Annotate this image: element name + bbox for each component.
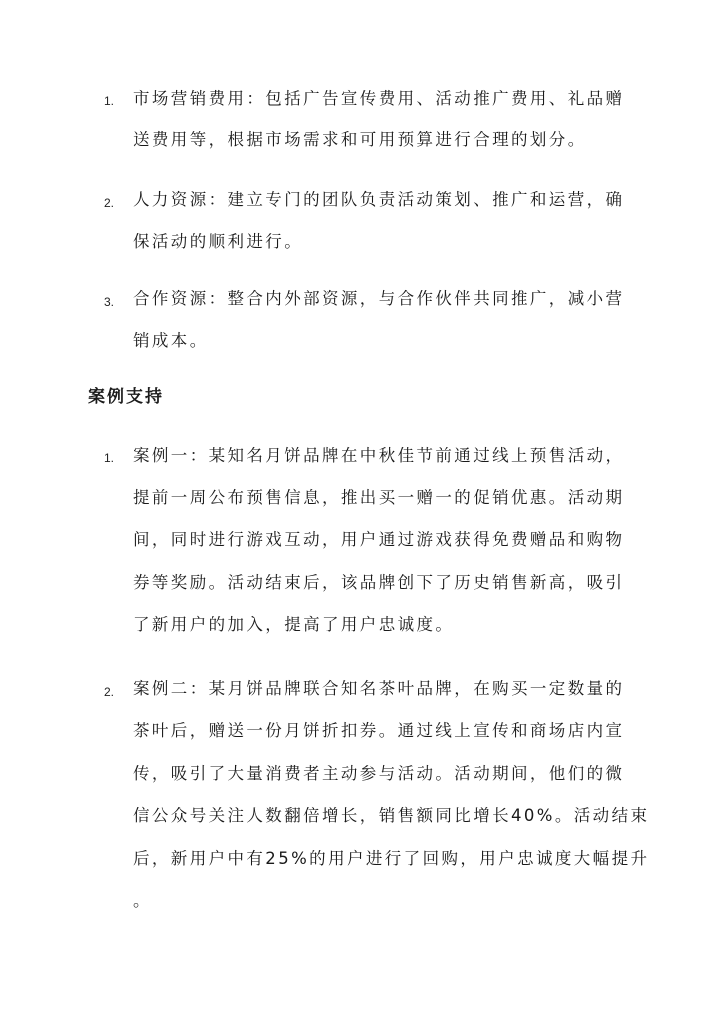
section-heading: 案例支持 bbox=[88, 387, 164, 407]
paragraph-line: 茶叶后，赠送一份月饼折扣券。通过线上宣传和商场店内宣 bbox=[133, 721, 625, 740]
list-number: 3. bbox=[104, 295, 115, 309]
paragraph-line: 信公众号关注人数翻倍增长，销售额同比增长40%。活动结束 bbox=[133, 806, 650, 825]
list-number: 1. bbox=[104, 451, 115, 465]
paragraph-line: 市场营销费用：包括广告宣传费用、活动推广费用、礼品赠 bbox=[133, 89, 625, 108]
paragraph-line: 保活动的顺利进行。 bbox=[133, 232, 304, 251]
paragraph-line: 案例一：某知名月饼品牌在中秋佳节前通过线上预售活动， bbox=[133, 446, 625, 465]
paragraph-line: 。 bbox=[133, 891, 152, 910]
paragraph-line: 销成本。 bbox=[133, 331, 209, 350]
paragraph-line: 传，吸引了大量消费者主动参与活动。活动期间，他们的微 bbox=[133, 764, 625, 783]
list-number: 2. bbox=[104, 685, 115, 699]
paragraph-line: 后，新用户中有25%的用户进行了回购，用户忠诚度大幅提升 bbox=[133, 849, 650, 868]
paragraph-line: 提前一周公布预售信息，推出买一赠一的促销优惠。活动期 bbox=[133, 488, 625, 507]
paragraph-line: 人力资源：建立专门的团队负责活动策划、推广和运营，确 bbox=[133, 190, 625, 209]
paragraph-line: 送费用等，根据市场需求和可用预算进行合理的划分。 bbox=[133, 130, 587, 149]
paragraph-line: 券等奖励。活动结束后，该品牌创下了历史销售新高，吸引 bbox=[133, 573, 625, 592]
paragraph-line: 了新用户的加入，提高了用户忠诚度。 bbox=[133, 615, 455, 634]
paragraph-line: 合作资源：整合内外部资源，与合作伙伴共同推广，减小营 bbox=[133, 289, 625, 308]
paragraph-line: 案例二：某月饼品牌联合知名茶叶品牌，在购买一定数量的 bbox=[133, 679, 625, 698]
list-number: 2. bbox=[104, 196, 115, 210]
list-number: 1. bbox=[104, 94, 115, 108]
paragraph-line: 间，同时进行游戏互动，用户通过游戏获得免费赠品和购物 bbox=[133, 530, 625, 549]
